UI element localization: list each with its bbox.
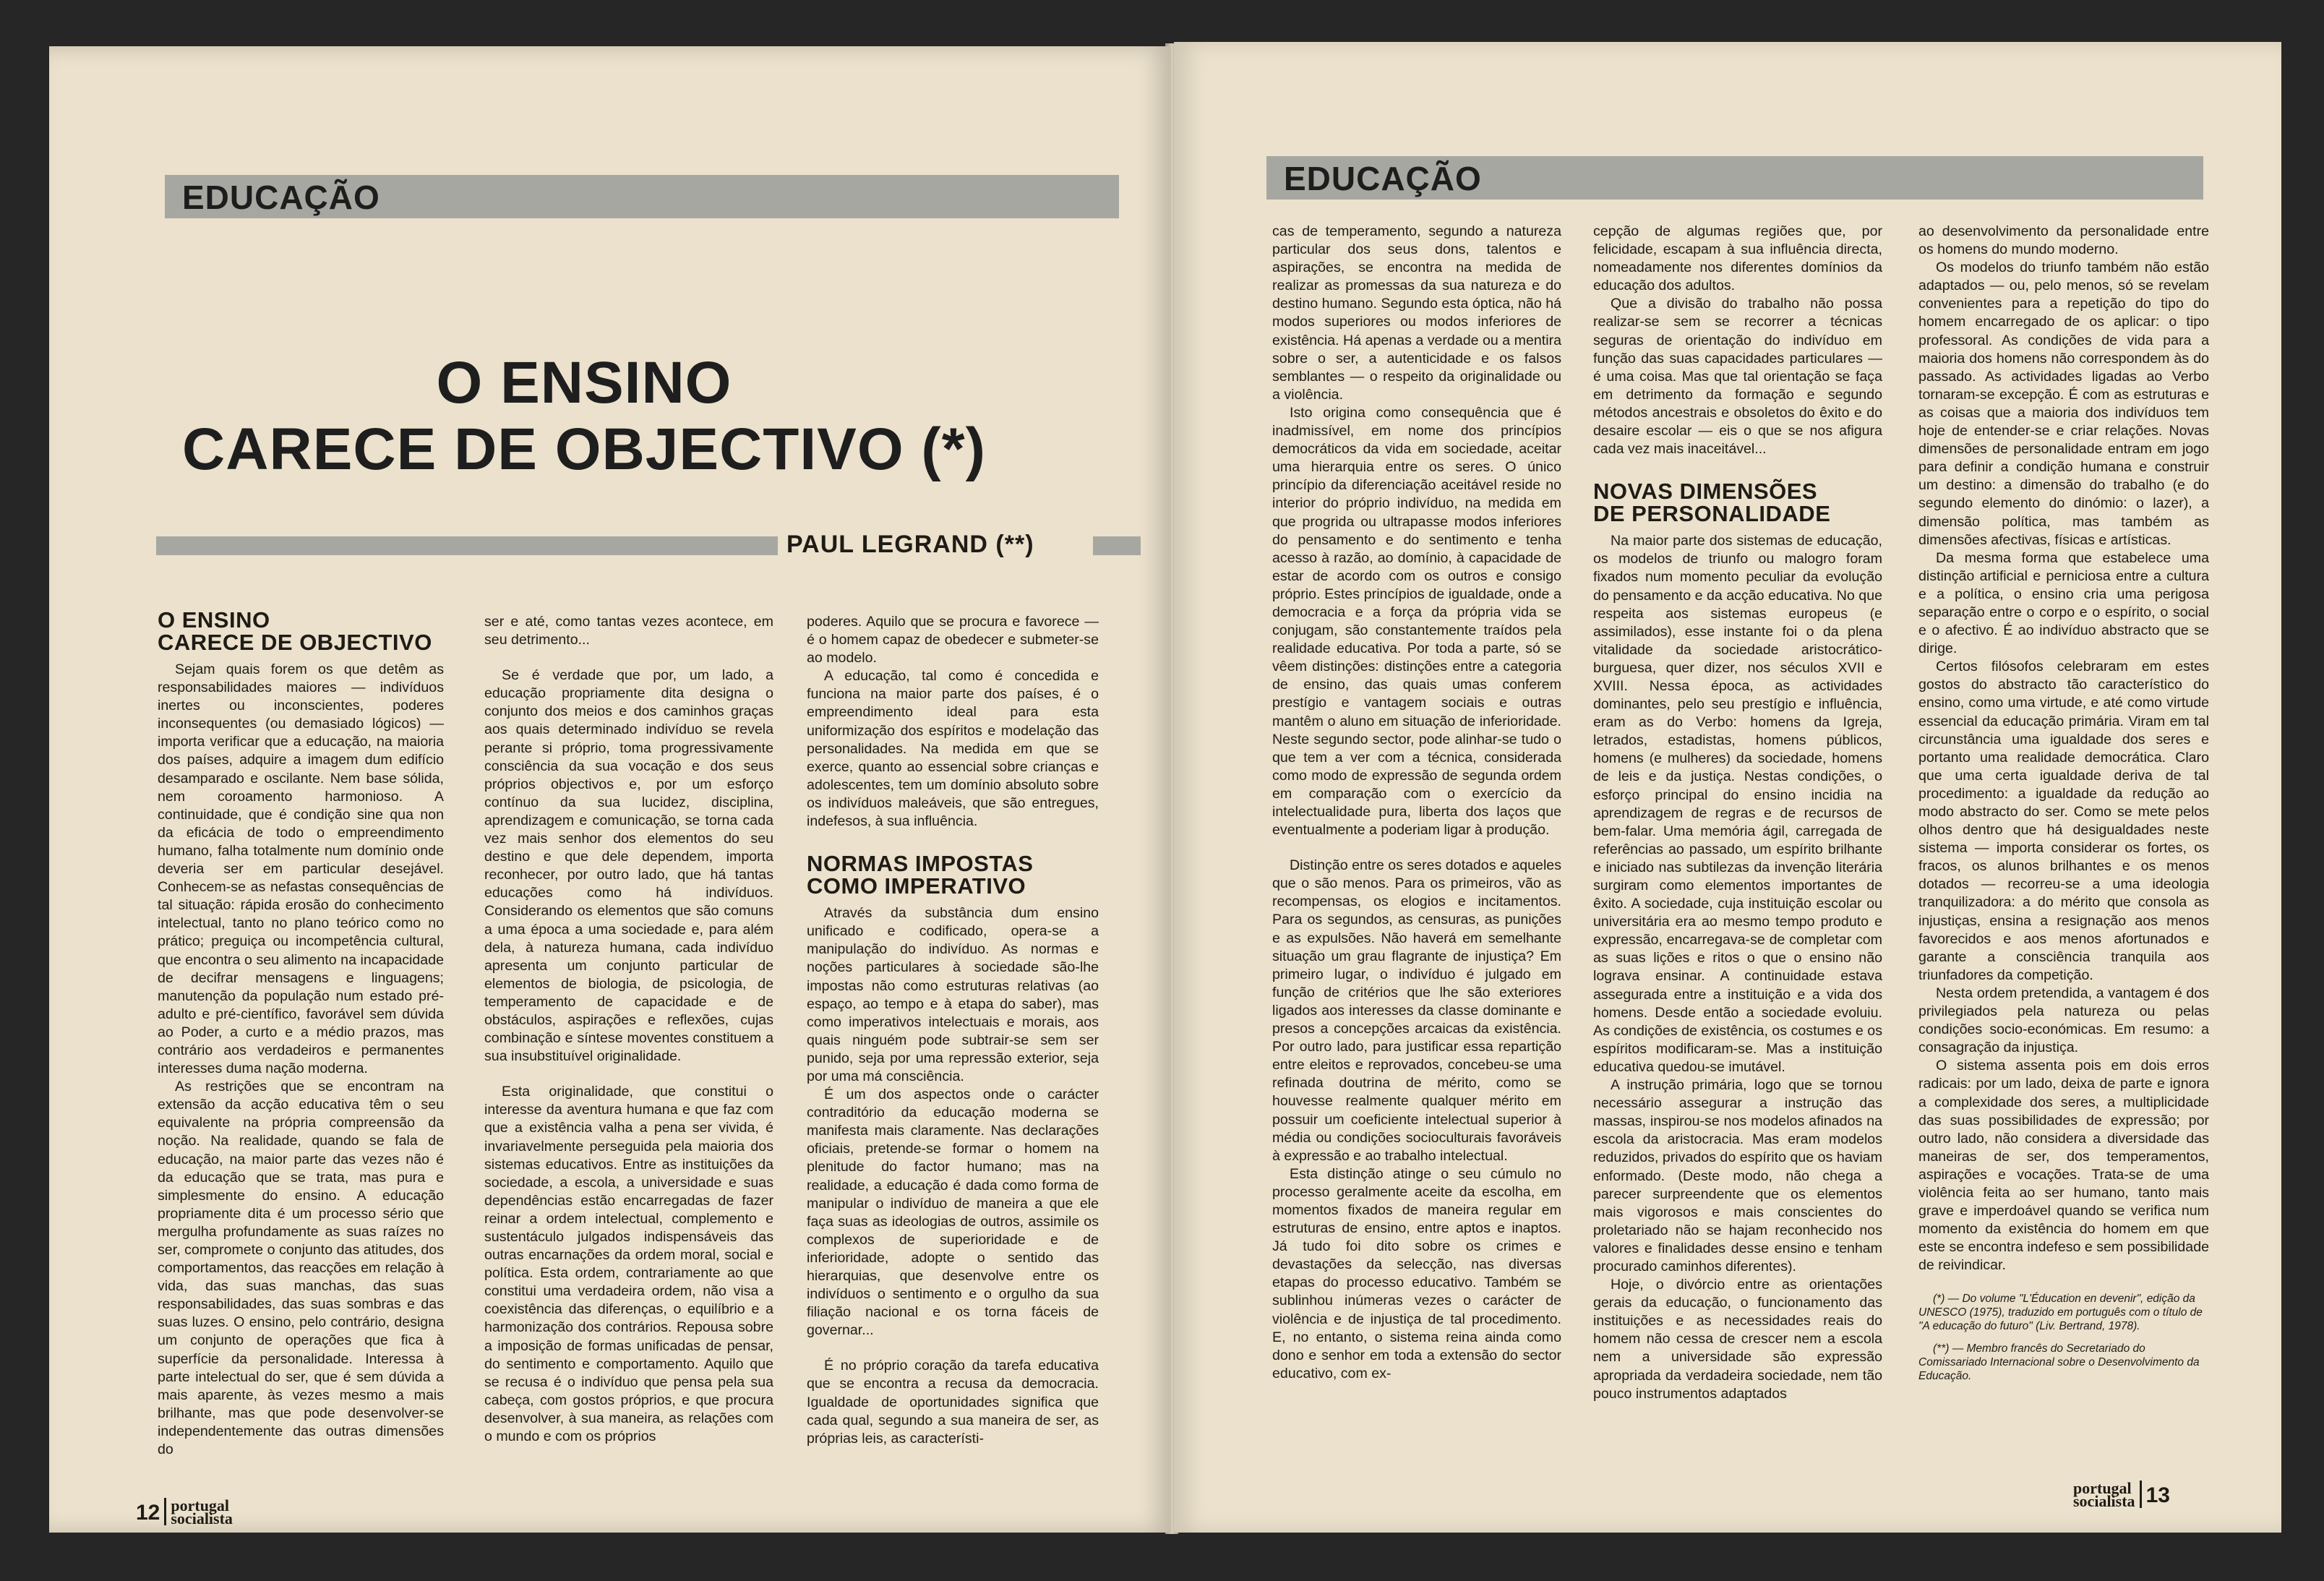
subheading-line-1: O ENSINO xyxy=(158,607,270,633)
paragraph: Certos filósofos celebraram em estes gostos do abstracto tão característico do ensino, como uma virtude, e até como virtude essencial da educação primária. Viram em tal circunstância uma igualdade dos seres e portanto uma realidade democrática. Claro que uma certa igualdade deriva de tal procedimento: a igualdade da redução ao modo abstracto do ser. Como se mete pelos olhos dentro que há desigualdades neste sistema — importa considerar os fortes, os fracos, os alunos brilhantes e os menos dotados — recorreu-se a uma ideologia tranquilizadora: a do mérito que consola as injustiças, ensina a resignação aos menos favorecidos e aos menos afortunados e garante a consciência tranquila aos triunfadores da competição. xyxy=(1918,659,2209,983)
paragraph: Sejam quais forem os que detêm as responsabilidades maiores — indivíduos inertes ou inconscientes, poderes inconsequentes (ou demasiado lógicos) — importa verificar que a educação, na maioria dos países, adquire a imagem dum edifício desamparado e oscilante. Nem base sólida, nem coroamento harmonioso. A continuidade, que é condição sine qua non da eficácia de todo o empreendimento humano, falha totalmente num domínio onde deveria ser em particular desejável. Conhecem-se as nefastas consequências de tal situação: rápida erosão do conhecimento intelectual, tanto no plano teórico como no prático; preguiça ou incompetência cultural, que encontra o seu alimento na incapacidade de decifrar mensagens e linguagens; manutenção da população num estado pré-adulto e pré-científico, favorável sem dúvida ao Poder, a curto e a médio prazos, mas contrário aos verdadeiros e permanentes interesses duma nação moderna. xyxy=(158,661,444,1077)
left-column-3 xyxy=(807,613,1099,1448)
author-rule-left xyxy=(156,536,778,555)
left-column-2 xyxy=(484,613,773,1446)
subheading-line-2: DE PERSONALIDADE xyxy=(1593,501,1831,527)
paragraph: ser e até, como tantas vezes acontece, em seu detrimento... xyxy=(484,614,773,648)
footnotes xyxy=(1918,1292,2209,1383)
paragraph: Hoje, o divórcio entre as orientações gerais da educação, o funcionamento das instituições e as necessidades reais do homem não cessa de crescer nem a escola nem a universidade são expressão apropriada da verdadeira sociedade, nem tão pouco instrumentos adaptados xyxy=(1593,1277,1882,1402)
article-headline xyxy=(150,350,1018,483)
footnote: (*) — Do volume "L'Éducation en devenir", edição da UNESCO (1975), traduzido em português com o título de "A educação do futuro" (Liv. Bertrand, 1978). xyxy=(1918,1293,2203,1333)
author-name: PAUL LEGRAND (**) xyxy=(786,531,1034,558)
paragraph: A educação, tal como é concedida e funciona na maior parte dos países, é o empreendimento ideal para esta uniformização dos espíritos e modelação das personalidades. Na medida em que se exerce, quanto ao essencial sobre crianças e adolescentes, tem um domínio absoluto sobre os indivíduos maleáveis, que são entregues, indefesos, à sua influência. xyxy=(807,668,1099,830)
paragraph: Isto origina como consequência que é inadmissível, em nome dos princípios democráticos da vida em sociedade, aceitar uma hierarquia entre os seres. O único princípio da diferenciação aceitável reside no interior do próprio indivíduo, na medida em que progrida ou ultrapasse modos inferiores do pensamento e do sentimento e tenha acesso à razão, ao domínio, à capacidade de estar de acordo com os outros e consigo próprio. Estes princípios de igualdade, onde a democracia e a força da própria vida se conjugam, são constantemente traídos pela realidade educativa. Por toda a parte, só se vêem distinções: distinções entre a categoria de ensino, das quais umas conferem prestígio e vantagem sociais e outras mantêm o aluno em situação de inferioridade. Neste segundo sector, pode alinhar-se tudo o que tem a ver com a técnica, considerada como modo de expressão de segunda ordem em comparação com o exercício da intelectualidade pura, liberta dos laços que eventualmente a poderiam ligar à produção. xyxy=(1272,404,1561,839)
subheading-line-1: NORMAS IMPOSTAS xyxy=(807,851,1034,877)
subheading-line-2: COMO IMPERATIVO xyxy=(807,873,1026,899)
section-bar xyxy=(1266,156,2203,200)
right-column-1 xyxy=(1272,223,1561,1383)
paragraph: Os modelos do triunfo também não estão adaptados — ou, pelo menos, só se revelam convenientes para a repetição do tipo do homem encarregado de os aplicar: o tipo professoral. As condições de vida para a maioria dos homens não correspondem às do passado. As actividades ligadas ao Verbo tornaram-se excepção. É com as estruturas e as coisas que a maioria dos indivíduos tem hoje de entender-se e criar relações. Novas dimensões de personalidade entram em jogo para definir a condição humana e construir um destino: a dimensão do trabalho (e do segundo elemento do dinómio: o lazer), a dimensão política, mas também as dimensões afectivas, físicas e artísticas. xyxy=(1918,260,2209,548)
paragraph: As restrições que se encontram na extensão da acção educativa têm o seu equivalente na própria compreensão da noção. Na realidade, quando se fala de educação, na maior parte das vezes não é da educação que se trata, mas pura e simplesmente do ensino. A educação propriamente dita é um processo sério que mergulha profundamente as suas raízes no ser, compromete o conjunto das atitudes, dos comportamentos, das reacções em relação à vida, das suas manchas, das suas responsabilidades, das suas sombras e das suas luzes. O ensino, pelo contrário, designa um conjunto de operações que fica à superfície da personalidade. Interessa à parte intelectual do ser, que é sem dúvida a mais aparente, às vezes mesmo a mais brilhante, mas que pode desenvolver-se independentemente das outras dimensões do xyxy=(158,1079,444,1458)
section-bar xyxy=(165,175,1119,218)
subheading-line-1: NOVAS DIMENSÕES xyxy=(1593,479,1818,505)
right-column-2 xyxy=(1593,223,1882,1403)
page-number: 13 xyxy=(2145,1483,2170,1507)
brand-logo: portugal socialista xyxy=(2073,1479,2135,1510)
section-label: EDUCAÇÃO xyxy=(182,179,380,216)
right-page xyxy=(1174,42,2281,1533)
right-column-3 xyxy=(1918,223,2209,1392)
page-footer-left xyxy=(136,1496,233,1528)
paragraph: Na maior parte dos sistemas de educação, os modelos de triunfo ou malogro foram fixados num momento peculiar da evolução do pensamento e da acção educativa. No que respeita aos sistemas europeus (e assimilados), esse instante foi o da plena vitalidade da sociedade aristocrático-burguesa, quer dizer, nos séculos XVII e XVIII. Nessa época, as actividades dominantes, pelo seu prestígio e influência, eram as do Verbo: homens da Igreja, letrados, estadistas, homens públicos, homens (e mulheres) da sociedade, homens de leis e da justiça. Nestas condições, o esforço principal do ensino incidia na aprendizagem de regras e de recursos de bem-falar. Uma memória ágil, carregada de referências ao passado, um espírito brilhante e iniciado nas subtilezas da invenção literária surgiram como elementos importantes de êxito. A sociedade, cuja instituição escolar ou universitária era ao mesmo tempo produto e expressão, encarregava-se de completar com as suas lições e ritos o que o ensino não lograva ensinar. A continuidade estava assegurada entre a instituição e a vida dos homens. Desde então a sociedade evoluiu. As condições de existência, os costumes e os espíritos modificaram-se. Mas a instituição educativa quedou-se imutável. xyxy=(1593,533,1882,1075)
subheading-line-2: CARECE DE OBJECTIVO xyxy=(158,630,432,655)
left-column-1 xyxy=(158,604,444,1459)
paragraph: Nesta ordem pretendida, a vantagem é dos privilegiados pela natureza ou pelas condições socio-económicas. Em resumo: a consagração da injustiça. xyxy=(1918,985,2209,1056)
paragraph: O sistema assenta pois em dois erros radicais: por um lado, deixa de parte e ignora a complexidade dos seres, a multiplicidade das suas possibilidades de expressão; por outro lado, não considera a diversidade das maneiras de ser, dos temperamentos, aspirações e vocações. Trata-se de uma violência feita ao ser humano, tanto mais grave e imperdoável quando se verifica num momento da existência do homem em que este se encontra indefeso e sem possibilidade de reivindicar. xyxy=(1918,1058,2209,1274)
footnote: (**) — Membro francês do Secretariado do Comissariado Internacional sobre o Desenvolvimento da Educação. xyxy=(1918,1342,2200,1383)
paragraph: É um dos aspectos onde o carácter contraditório da educação moderna se manifesta mais claramente. Nas declarações oficiais, pretende-se formar o homem na plenitude do factor humano; mas na realidade, a educação é dada como forma de manipular o indivíduo de maneira a que ele faça suas as ideologias de outros, assimile os complexos de superioridade e de inferioridade, adopte o sentido das hierarquias, que desenvolve entre os indivíduos o sentimento e o orgulho da sua filiação nacional e os torna fáceis de governar... xyxy=(807,1087,1099,1339)
brand-logo: portugal socialista xyxy=(171,1496,233,1528)
subheading xyxy=(807,852,1099,897)
paragraph: Que a divisão do trabalho não possa realizar-se sem se recorrer a técnicas seguras de orientação do indivíduo em função das suas capacidades particulares — é uma coisa. Mas que tal orientação se faça em detrimento da formação e segundo métodos ancestrais e obsoletos do êxito e do desaire escolar — eis o que se nos afigura cada vez mais inaceitável... xyxy=(1593,296,1882,458)
left-page xyxy=(49,46,1171,1533)
paragraph: Da mesma forma que estabelece uma distinção artificial e perniciosa entre a cultura e a política, o ensino cria uma perigosa separação entre o corpo e o espírito, o social e o afectivo. É ao indivíduo abstracto que se dirige. xyxy=(1918,549,2209,657)
paragraph: cas de temperamento, segundo a natureza particular dos seus dons, talentos e aspirações, se encontra na medida de realizar as promessas da sua natureza e do destino humano. Segundo esta óptica, não há modos superiores ou modos inferiores de existência. Há apenas a verdade ou a mentira sobre o ser, a autenticidade e os falsos semblantes — o respeito da originalidade ou a violência. xyxy=(1272,223,1561,403)
paragraph: cepção de algumas regiões que, por felicidade, escapam à sua influência directa, nomeadamente nos diferentes domínios da educação dos adultos. xyxy=(1593,223,1882,294)
paragraph: Através da substância dum ensino unificado e codificado, opera-se a manipulação do indivíduo. As normas e noções particulares à sociedade são-lhe impostas não como estruturas relativas (ao espaço, ao tempo e à etapa do saber), mas como imperativos intelectuais e morais, aos quais ninguém pode subtrair-se sem ser punido, seja por uma repressão exterior, seja por uma má consciência. xyxy=(807,905,1099,1084)
paragraph: Distinção entre os seres dotados e aqueles que o são menos. Para os primeiros, vão as recompensas, os elogios e incitamentos. Para os segundos, as censuras, as punições e as expulsões. Não haverá em semelhante situação um grau flagrante de injustiça? Em primeiro lugar, o indivíduo é julgado em função de critérios que lhe são exteriores ligados aos interesses da classe dominante e presos a concepções arcaicas da existência. Por outro lado, para justificar essa repartição entre eleitos e reprovados, concebeu-se uma refinada doutrina de mérito, como se houvesse realmente qualquer mérito em possuir um coeficiente intelectual superior à média ou condições socioculturais favoráveis à expressão e ao trabalho intelectual. xyxy=(1272,857,1561,1164)
paragraph: Esta originalidade, que constitui o interesse da aventura humana e que faz com que a existência valha a pena ser vivida, é invariavelmente perseguida pela maioria dos sistemas educativos. Entre as instituições da sociedade, a escola, a universidade e suas dependências estão encarregadas de fazer reinar a ordem intelectual, complemento e sustentáculo julgados indispensáveis das outras encarnações da ordem moral, social e política. Esta ordem, contrariamente ao que constitui uma verdadeira ordem, não visa a coexistência das diferenças, o equilíbrio e a harmonização dos contrários. Repousa sobre a imposição de formas unificadas de pensar, do sentimento e comportamento. Aquilo que se recusa é o indivíduo que pensa pela sua cabeça, com gostos próprios, e que procura desenvolver, à sua maneira, as relações com o mundo e com os próprios xyxy=(484,1084,773,1445)
paragraph: Esta distinção atinge o seu cúmulo no processo geralmente aceite da escolha, em momentos fixados de maneira regular em estruturas de ensino, entre aptos e inaptos. Já tudo foi dito sobre os crimes e devastações da selecção, nas diversas etapas do processo educativo. Também se sublinhou inúmeras vezes o carácter de violência e de injustiça de tal procedimento. E, no entanto, o sistema reina ainda como dono e senhor em toda a extensão do sector educativo, com ex- xyxy=(1272,1165,1561,1381)
author-bar xyxy=(156,531,1154,560)
headline-line-1: O ENSINO xyxy=(436,350,732,416)
paragraph: Se é verdade que por, um lado, a educação propriamente dita designa o conjunto dos meios e dos caminhos graças aos quais determinado indivíduo se revela perante si próprio, toma progressivamente consciência da sua vocação e dos seus próprios objectivos e, por um esforço contínuo da sua lucidez, disciplina, aprendizagem e comunicação, se torna cada vez mais senhor dos elementos do seu destino e que dele dependem, importa reconhecer, por outro lado, que há tantas educações como há indivíduos. Considerando os elementos que são comuns a uma época a uma sociedade e, para além dela, à natureza humana, cada indivíduo apresenta um conjunto particular de elementos de biologia, de psicologia, de temperamento de capacidade e de obstáculos, aspirações e reflexões, cujas combinação e síntese moventes constituem a sua insubstituível originalidade. xyxy=(484,667,773,1065)
paragraph: poderes. Aquilo que se procura e favorece — é o homem capaz de obedecer e submeter-se ao modelo. xyxy=(807,614,1099,667)
paragraph: É no próprio coração da tarefa educativa que se encontra a recusa da democracia. Igualdade de oportunidades significa que cada qual, segundo a sua maneira de ser, as próprias leis, as característi- xyxy=(807,1358,1099,1447)
author-rule-right xyxy=(1093,536,1141,555)
paragraph: A instrução primária, logo que se tornou necessário assegurar a instrução das massas, inspirou-se nos modelos afinados na escola da aristocracia. Mas eram modelos reduzidos, privados do espírito que os haviam enformado. (Deste modo, não chega a parecer surpreendente que os elementos mais vigorosos e mais conscientes do proletariado não se hajam reconhecido nos valores e finalidades desse ensino e tenham procurado caminhos diferentes). xyxy=(1593,1077,1882,1274)
page-number: 12 xyxy=(136,1501,160,1525)
subheading xyxy=(1593,480,1882,525)
headline-line-2: CARECE DE OBJECTIVO (*) xyxy=(182,416,986,482)
paragraph: ao desenvolvimento da personalidade entre os homens do mundo moderno. xyxy=(1918,223,2209,258)
section-label: EDUCAÇÃO xyxy=(1284,160,1482,197)
page-footer-right xyxy=(2073,1481,2170,1508)
subheading xyxy=(158,609,444,654)
